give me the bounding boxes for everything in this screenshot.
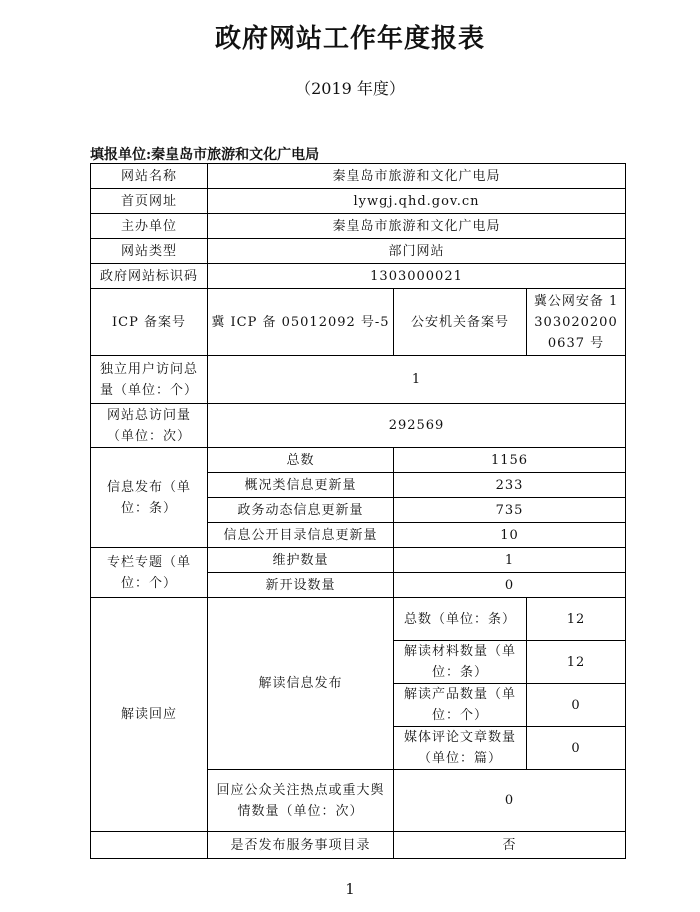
home-url-label: 首页网址 [91,189,208,214]
table-row [91,164,626,189]
service-catalog-label: 是否发布服务事项目录 [208,832,394,859]
report-year: （2019 年度） [295,79,405,98]
interpretation-row-value: 12 [527,598,626,641]
table-row [91,356,626,404]
site-id-value: 1303000021 [208,264,626,289]
interpretation-row-label: 解读产品数量（单位：个） [394,684,527,727]
table-row [91,598,626,641]
reporting-unit: 填报单位:秦皇岛市旅游和文化广电局 [90,147,320,163]
info-publish-row-label: 概况类信息更新量 [208,473,394,498]
info-publish-row-value: 735 [394,498,626,523]
hotspot-value: 0 [394,770,626,832]
columns-row-label: 维护数量 [208,548,394,573]
interpretation-row-value: 0 [527,727,626,770]
police-record-label: 公安机关备案号 [394,289,527,356]
columns-label: 专栏专题（单位：个） [91,548,208,598]
total-visits-value: 292569 [208,404,626,448]
columns-row-value: 0 [394,573,626,598]
site-name-label: 网站名称 [91,164,208,189]
interpretation-row-label: 解读材料数量（单位：条） [394,641,527,684]
hotspot-label: 回应公众关注热点或重大舆情数量（单位：次） [208,770,394,832]
info-publish-row-label: 政务动态信息更新量 [208,498,394,523]
columns-row-value: 1 [394,548,626,573]
total-visits-label: 网站总访问量（单位：次） [91,404,208,448]
empty-cell [91,832,208,859]
info-publish-row-value: 233 [394,473,626,498]
table-row [91,832,626,859]
sponsor-label: 主办单位 [91,214,208,239]
icp-label: ICP 备案号 [91,289,208,356]
page-number: 1 [345,880,355,898]
interpretation-row-label: 总数（单位：条） [394,598,527,641]
info-publish-label: 信息发布（单位：条） [91,448,208,548]
interpretation-row-label: 媒体评论文章数量（单位：篇） [394,727,527,770]
interpretation-label: 解读回应 [91,598,208,832]
site-type-label: 网站类型 [91,239,208,264]
columns-row-label: 新开设数量 [208,573,394,598]
unique-visitors-value: 1 [208,356,626,404]
home-url-value: lywgj.qhd.gov.cn [208,189,626,214]
table-row [91,404,626,448]
sponsor-value: 秦皇岛市旅游和文化广电局 [208,214,626,239]
table-row [91,239,626,264]
info-publish-row-label: 总数 [208,448,394,473]
report-title: 政府网站工作年度报表 [214,24,485,54]
report-table [90,163,626,859]
interpretation-row-value: 12 [527,641,626,684]
service-catalog-value: 否 [394,832,626,859]
table-row [91,214,626,239]
icp-value: 冀 ICP 备 05012092 号-5 [208,289,394,356]
table-row [91,448,626,473]
interpretation-row-value: 0 [527,684,626,727]
site-id-label: 政府网站标识码 [91,264,208,289]
info-publish-row-value: 1156 [394,448,626,473]
site-name-value: 秦皇岛市旅游和文化广电局 [208,164,626,189]
table-row [91,548,626,573]
info-publish-row-label: 信息公开目录信息更新量 [208,523,394,548]
table-row [91,264,626,289]
interpretation-sub-label: 解读信息发布 [208,598,394,770]
table-row [91,189,626,214]
unique-visitors-label: 独立用户访问总量（单位：个） [91,356,208,404]
table-row [91,289,626,356]
info-publish-row-value: 10 [394,523,626,548]
site-type-value: 部门网站 [208,239,626,264]
police-record-value: 冀公网安备 13030202000637 号 [527,289,626,356]
